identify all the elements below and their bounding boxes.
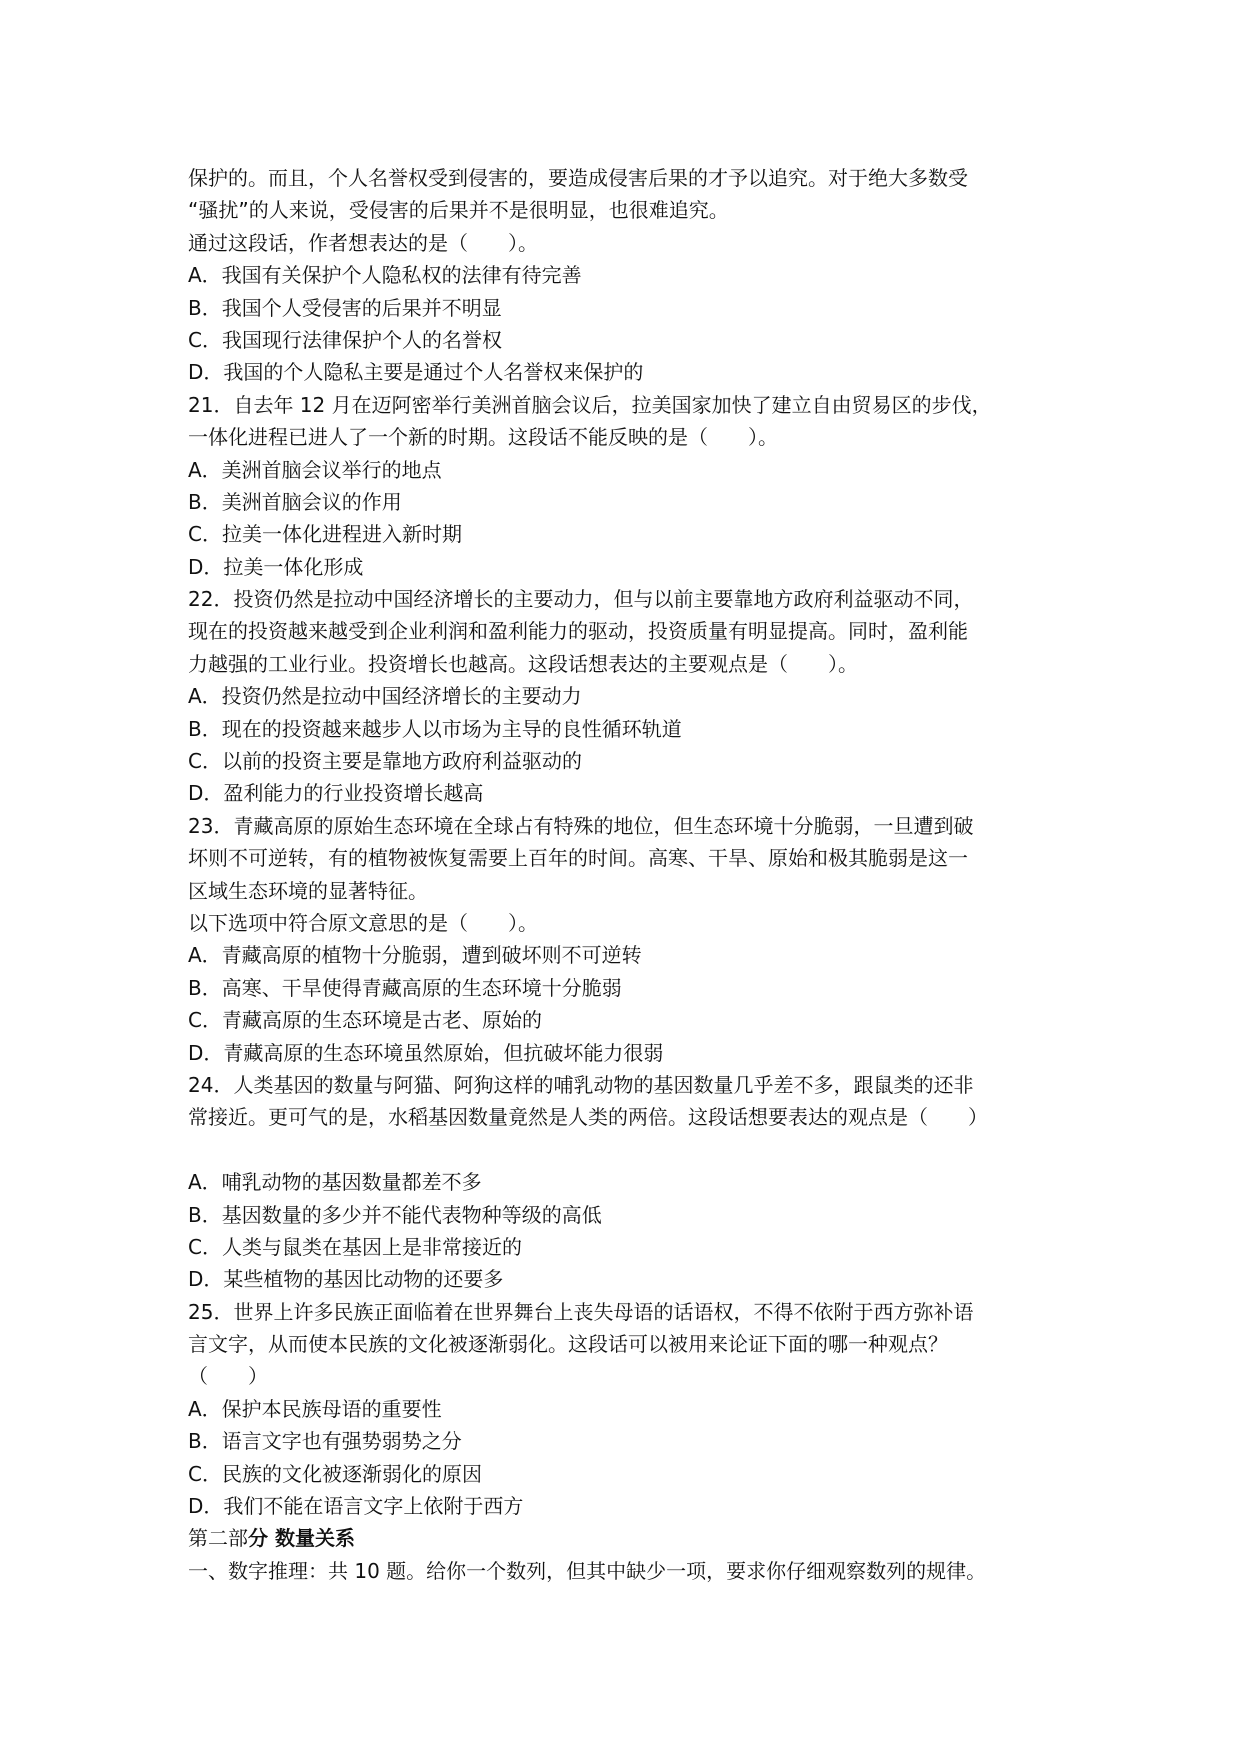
section-heading-prefix: 第二部 — [188, 1526, 248, 1551]
option-b: B．现在的投资越来越步人以市场为主导的良性循环轨道 — [188, 716, 682, 741]
question-24: 24．人类基因的数量与阿猫、阿狗这样的哺乳动物的基因数量几乎差不多，跟鼠类的还非 — [188, 1072, 974, 1097]
option-a: A．美洲首脑会议举行的地点 — [188, 457, 442, 482]
section-intro: 一、数字推理：共 10 题。给你一个数列，但其中缺少一项，要求你仔细观察数列的规律。 — [188, 1558, 987, 1583]
option-b: B．语言文字也有强势弱势之分 — [188, 1429, 462, 1454]
option-a: A．保护本民族母语的重要性 — [188, 1396, 442, 1421]
question-25: 25．世界上许多民族正面临着在世界舞台上丧失母语的话语权，不得不依附于西方弥补语 — [188, 1299, 974, 1324]
question-21: 21．自去年 12 月在迈阿密举行美洲首脑会议后，拉美国家加快了建立自由贸易区的步伐， — [188, 392, 992, 417]
text-line: 力越强的工业行业。投资增长也越高。这段话想表达的主要观点是（ ）。 — [188, 651, 858, 676]
option-b: B．我国个人受侵害的后果并不明显 — [188, 295, 502, 320]
option-d: D．青藏高原的生态环境虽然原始，但抗破坏能力很弱 — [188, 1040, 664, 1065]
option-c: C．民族的文化被逐渐弱化的原因 — [188, 1461, 482, 1486]
text-line: （ ） — [188, 1364, 268, 1389]
option-a: A．投资仍然是拉动中国经济增长的主要动力 — [188, 684, 582, 709]
option-d: D．某些植物的基因比动物的还要多 — [188, 1267, 504, 1292]
option-b: B．美洲首脑会议的作用 — [188, 489, 402, 514]
text-line: 一体化进程已进人了一个新的时期。这段话不能反映的是（ ）。 — [188, 425, 778, 450]
text-line: “骚扰”的人来说，受侵害的后果并不是很明显，也很难追究。 — [188, 198, 729, 223]
option-d: D．我们不能在语言文字上依附于西方 — [188, 1494, 524, 1519]
question-prompt: 以下选项中符合原文意思的是（ ）。 — [188, 910, 538, 935]
option-c: C．拉美一体化进程进入新时期 — [188, 522, 462, 547]
option-a: A．青藏高原的植物十分脆弱，遭到破坏则不可逆转 — [188, 943, 642, 968]
option-c: C．人类与鼠类在基因上是非常接近的 — [188, 1234, 522, 1259]
question-23: 23．青藏高原的原始生态环境在全球占有特殊的地位，但生态环境十分脆弱，一旦遭到破 — [188, 813, 974, 838]
option-a: A．我国有关保护个人隐私权的法律有待完善 — [188, 263, 582, 288]
option-c: C．以前的投资主要是靠地方政府利益驱动的 — [188, 749, 582, 774]
option-d: D．拉美一体化形成 — [188, 554, 364, 579]
option-b: B．高寒、干旱使得青藏高原的生态环境十分脆弱 — [188, 975, 622, 1000]
question-prompt: 通过这段话，作者想表达的是（ ）。 — [188, 230, 538, 255]
section-heading-bold: 分 数量关系 — [248, 1526, 355, 1551]
document-page — [188, 162, 1088, 1587]
option-c: C．我国现行法律保护个人的名誉权 — [188, 327, 502, 352]
text-line: 现在的投资越来越受到企业利润和盈利能力的驱动，投资质量有明显提高。同时，盈利能 — [188, 619, 968, 644]
text-line: 言文字，从而使本民族的文化被逐渐弱化。这段话可以被用来论证下面的哪一种观点？ — [188, 1332, 948, 1357]
option-d: D．我国的个人隐私主要是通过个人名誉权来保护的 — [188, 360, 644, 385]
section-heading — [188, 1522, 1088, 1554]
text-line: 常接近。更可气的是，水稻基因数量竟然是人类的两倍。这段话想要表达的观点是（ ） — [188, 1105, 988, 1130]
option-d: D．盈利能力的行业投资增长越高 — [188, 781, 484, 806]
text-line: 区域生态环境的显著特征。 — [188, 878, 428, 903]
blank-line — [188, 1134, 1088, 1166]
text-line: 保护的。而且，个人名誉权受到侵害的，要造成侵害后果的才予以追究。对于绝大多数受 — [188, 166, 968, 190]
option-a: A．哺乳动物的基因数量都差不多 — [188, 1170, 482, 1195]
question-22: 22．投资仍然是拉动中国经济增长的主要动力，但与以前主要靠地方政府利益驱动不同， — [188, 587, 974, 612]
option-c: C．青藏高原的生态环境是古老、原始的 — [188, 1008, 542, 1033]
option-b: B．基因数量的多少并不能代表物种等级的高低 — [188, 1202, 602, 1227]
text-line: 坏则不可逆转，有的植物被恢复需要上百年的时间。高寒、干旱、原始和极其脆弱是这一 — [188, 846, 968, 871]
